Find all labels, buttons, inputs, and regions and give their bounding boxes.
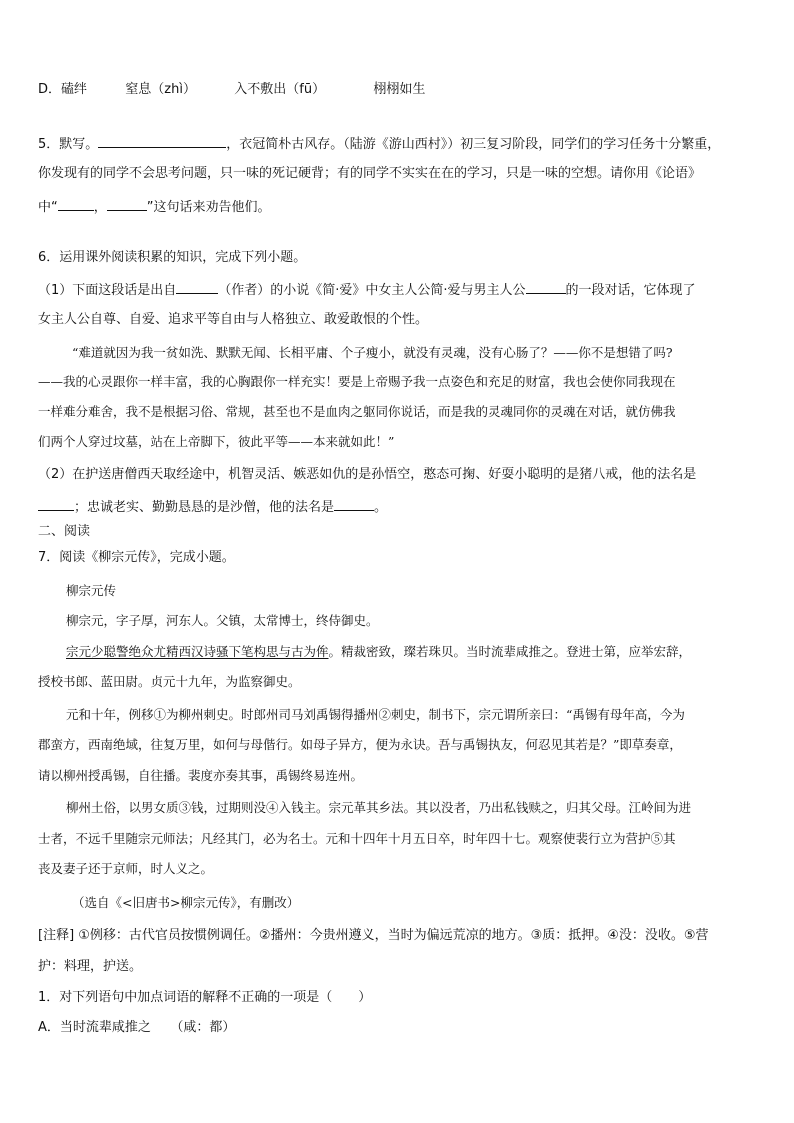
q5-line3-suffix: ”这句话来劝告他们。 xyxy=(146,200,271,215)
q4-option-d xyxy=(38,80,758,100)
q6-quote-line-4: 们两个人穿过坟墓，站在上帝脚下，彼此平等——本来就如此！” xyxy=(38,434,395,449)
q5-blank-3[interactable] xyxy=(107,196,147,211)
passage-p3-line2: 郡蛮方，西南绝域，往复万里，如何与母偕行。如母子异方，便为永诀。吾与禹锡执友，何忍见其若是？”即草奏章， xyxy=(38,737,682,752)
passage-p4-line1: 柳州土俗，以男女质③钱，过期则没④入钱主。宗元革其乡法。其以没者，乃出私钱赎之，归其父母。江岭间为进 xyxy=(66,800,692,815)
q7-title: 7．阅读《柳宗元传》，完成小题。 xyxy=(38,550,235,565)
sub-question-1: 1．对下列语句中加点词语的解释不正确的一项是（ ） xyxy=(38,990,372,1005)
q5-prefix: 5．默写。 xyxy=(38,137,99,152)
q4d-label: D．磕绊 xyxy=(38,82,88,97)
q6-part1-line1 xyxy=(38,279,758,301)
passage-p3-line3: 请以柳州授禹锡，自往播。裴度亦奏其事，禹锡终易连州。 xyxy=(38,768,364,783)
q5-line3-prefix: 中“ xyxy=(38,200,58,215)
notes-line-2: 护：料理，护送。 xyxy=(38,959,143,974)
q5-blank-2[interactable] xyxy=(58,196,94,211)
q6-blank-shaseng[interactable] xyxy=(334,496,374,511)
q6-part2-line2 xyxy=(38,496,758,518)
q6-p1-c: 的一段对话，它体现了 xyxy=(565,283,696,298)
q6-p2-b: 。 xyxy=(374,500,388,515)
passage-p4-line2: 士者，不远千里随宗元师法；凡经其门，必为名士。元和十四年十月五日卒，时年四十七。观察使裴行立为营护⑤其 xyxy=(38,831,676,846)
passage-p2-line2: 授校书郎、蓝田尉。贞元十九年，为监察御史。 xyxy=(38,674,301,689)
q5-line-2: 你发现有的同学不会思考问题，只一味的死记硬背；有的同学不实实在在的学习，只是一味的空想。请你用《论语》 xyxy=(38,166,702,181)
q6-quote-line-3: 一样难分难舍，我不是根据习俗、常规，甚至也不是血肉之躯同你说话，而是我的灵魂同你的灵魂在对话，就仿佛我 xyxy=(38,404,676,419)
q5-line3-mid: ， xyxy=(93,200,107,215)
q6-quote-line-2: ——我的心灵跟你一样丰富，我的心胸跟你一样充实！要是上帝赐予我一点姿色和充足的财富，我也会使你同我现在 xyxy=(38,374,676,389)
passage-p1: 柳宗元，字子厚，河东人。父镇，太常博士，终侍御史。 xyxy=(66,613,379,628)
q5-line-3 xyxy=(38,196,758,218)
q4d-word-3: 入不敷出（fū） xyxy=(234,82,326,97)
passage-p4-line3: 丧及妻子还于京师，时人义之。 xyxy=(38,861,214,876)
passage-p3-line1: 元和十年，例移①为柳州刺史。时郎州司马刘禹锡得播州②刺史，制书下，宗元谓所亲曰：“禹锡有母年高，今为 xyxy=(66,707,685,722)
q4d-word-4: 栩栩如生 xyxy=(373,82,426,97)
q6-title: 6．运用课外阅读积累的知识，完成下列小题。 xyxy=(38,250,307,265)
passage-underlined-sentence: 宗元少聪警绝众尤精西汉诗骚下笔构思与古为侔 xyxy=(66,644,329,659)
q6-quote-line-1: “难道就因为我一贫如洗、默默无闻、长相平庸、个子瘦小，就没有灵魂，没有心肠了？——你不是想错了吗? xyxy=(72,345,673,360)
q6-blank-author[interactable] xyxy=(176,279,218,294)
q6-p2-a: ；忠诚老实、勤勤恳恳的是沙僧，他的法名是 xyxy=(74,500,335,515)
passage-p2-line1 xyxy=(66,642,758,662)
q6-blank-wukong[interactable] xyxy=(38,496,74,511)
passage-title: 柳宗元传 xyxy=(66,583,117,598)
q5-suffix: ，衣冠简朴古风存。（陆游《游山西村》）初三复习阶段，同学们的学习任务十分繁重， xyxy=(226,137,721,152)
q5-line-1 xyxy=(38,133,758,155)
q4d-word-2: 窒息（zhì） xyxy=(125,82,196,97)
q6-p1-a: （1）下面这段话是出自 xyxy=(38,283,177,298)
q6-blank-hero[interactable] xyxy=(526,279,566,294)
option-a: A．当时流辈咸推之 （咸：都） xyxy=(38,1020,236,1035)
section-2-heading: 二、阅读 xyxy=(38,524,91,539)
q6-p1-b: （作者）的小说《简·爱》中女主人公简·爱与男主人公 xyxy=(218,283,526,298)
passage-source: （选自《<旧唐书>柳宗元传》，有删改） xyxy=(72,895,300,910)
q6-part1-line2: 女主人公自尊、自爱、追求平等自由与人格独立、敢爱敢恨的个性。 xyxy=(38,312,429,327)
passage-p2-rest: 。精裁密致，璨若珠贝。当时流辈咸推之。登进士第，应举宏辞， xyxy=(328,644,692,659)
q5-blank-1[interactable] xyxy=(98,133,226,148)
notes-line-1: [注释] ①例移：古代官员按惯例调任。②播州：今贵州遵义，当时为偏远荒凉的地方。③质：抵押。④没：没收。⑤营 xyxy=(38,928,709,943)
q6-part2-line1: （2）在护送唐僧西天取经途中，机智灵活、嫉恶如仇的是孙悟空，憨态可掬、好耍小聪明的是猪八戒，他的法名是 xyxy=(38,467,697,482)
